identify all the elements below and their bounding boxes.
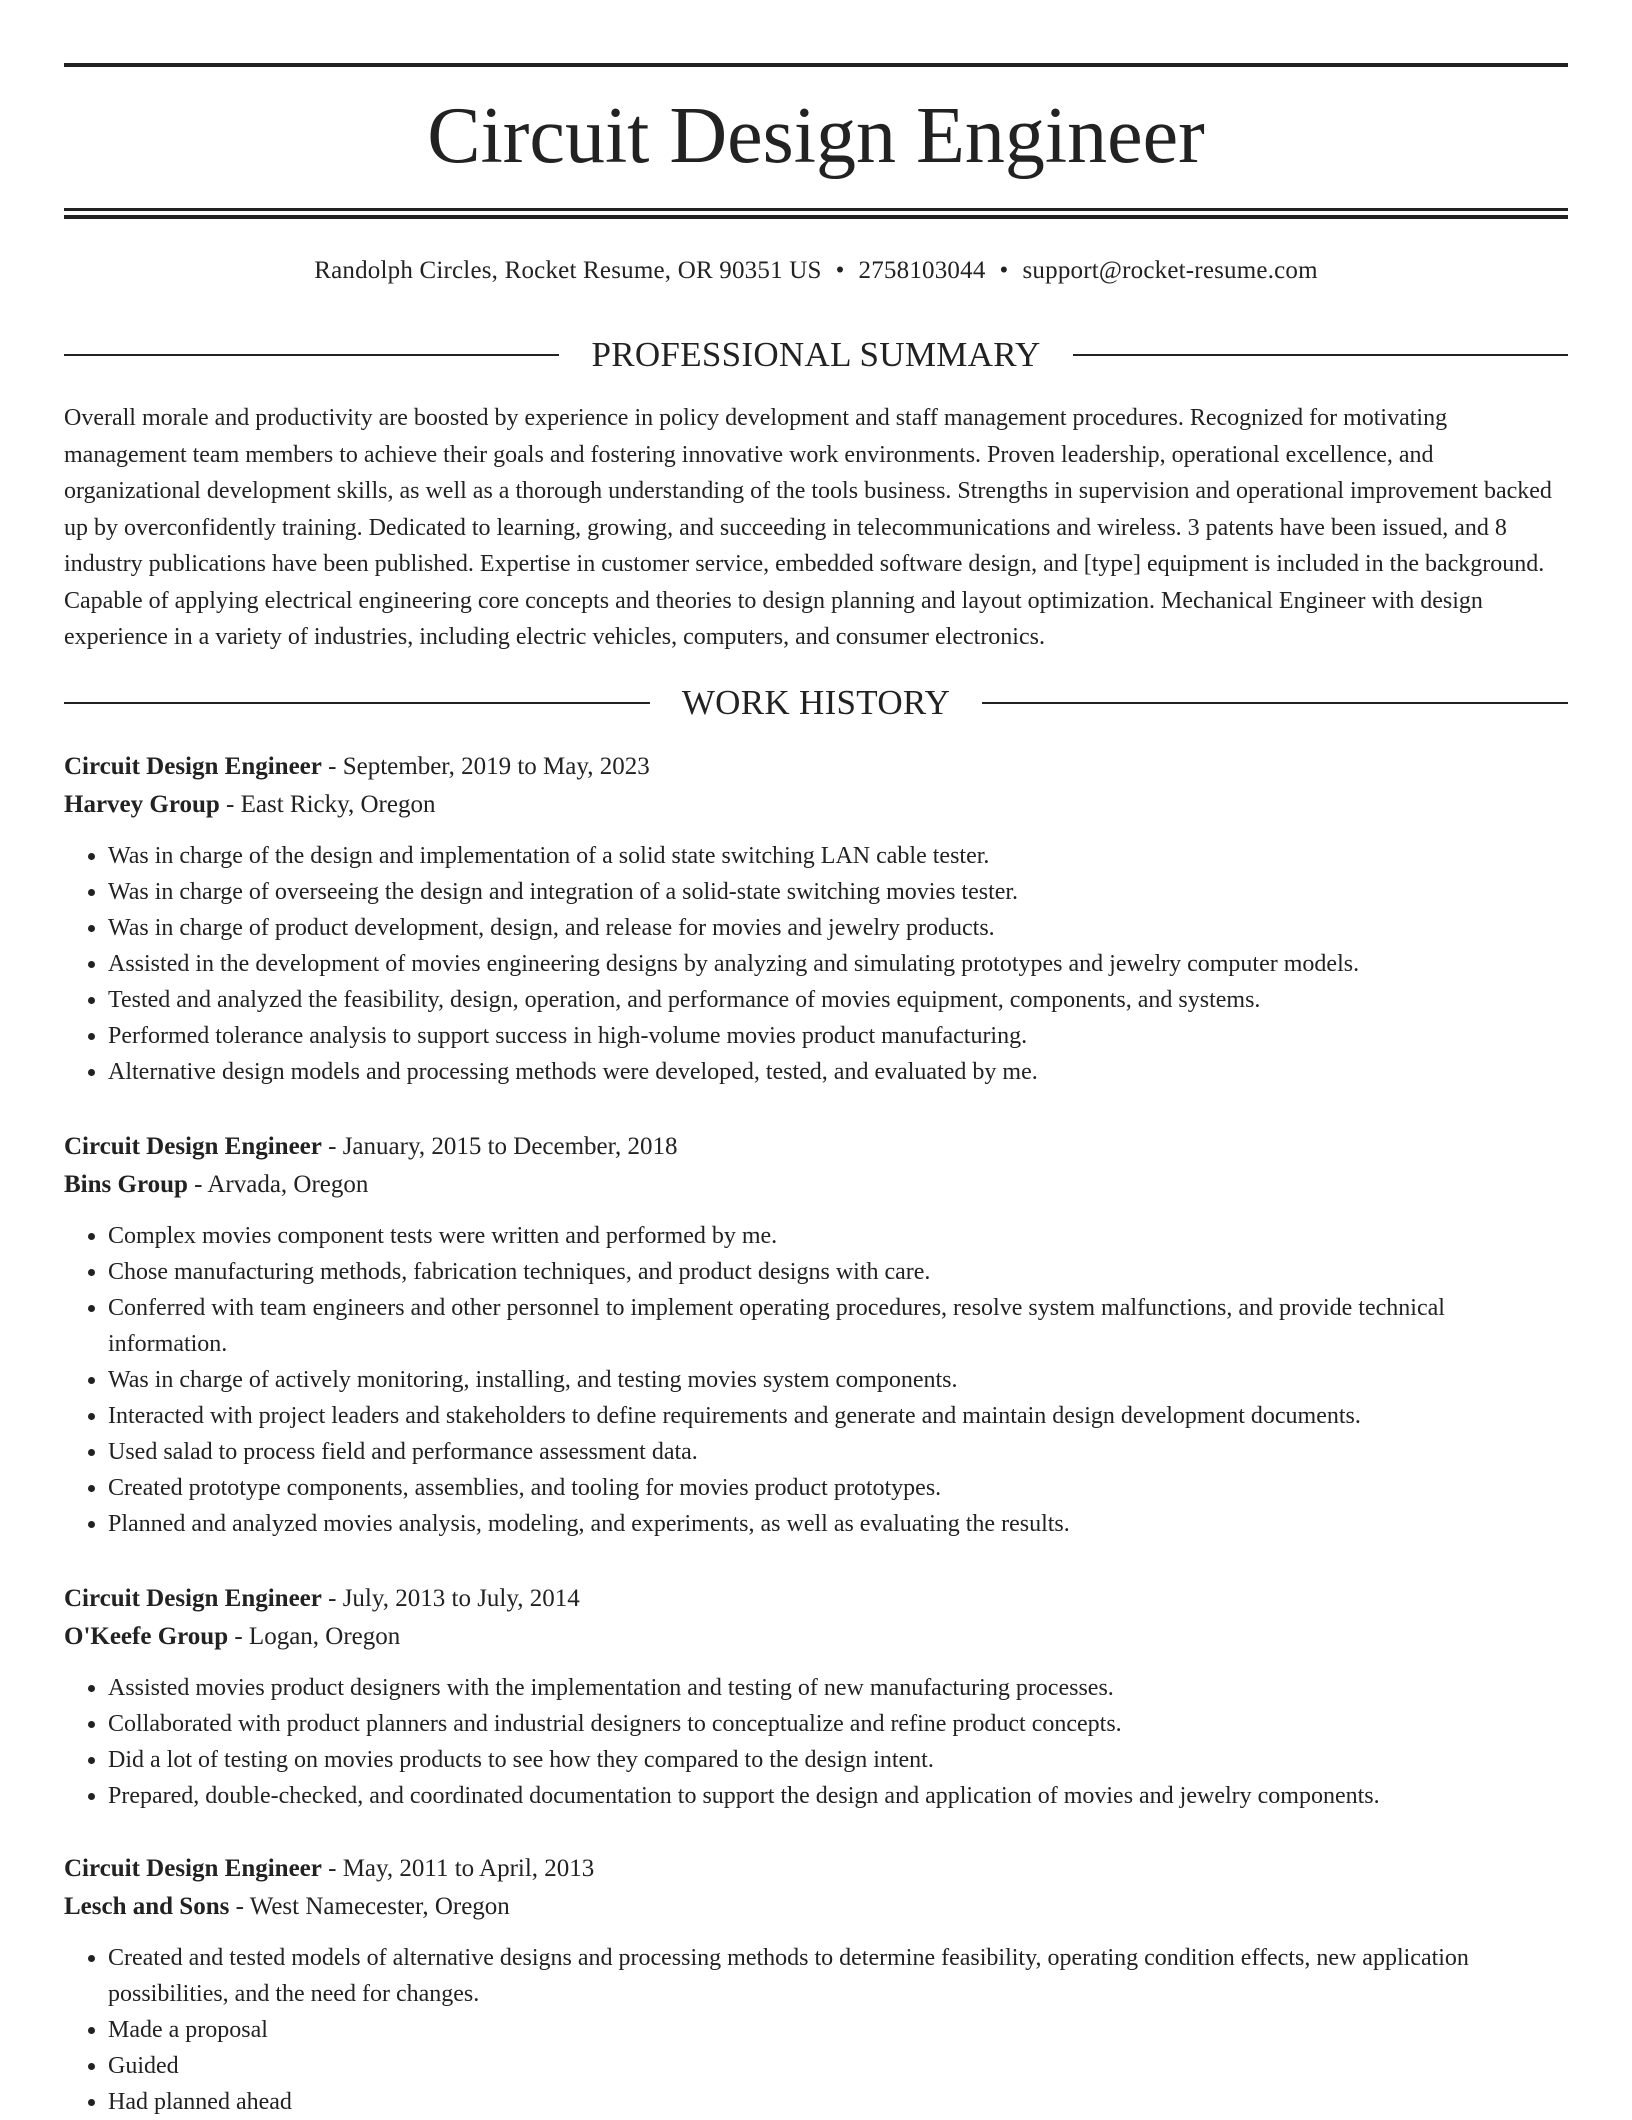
job-entry [64, 1850, 1568, 2120]
job-title-line [64, 1850, 1568, 1888]
job-bullet: • Created prototype components, assemblies, and tooling for movies product prototypes. [108, 1470, 1568, 1506]
job-bullet: • Collaborated with product planners and industrial designers to conceptualize and refine product concepts. [108, 1706, 1568, 1742]
contact-separator: • [835, 257, 845, 284]
job-entry [64, 748, 1568, 1090]
job-company: Lesch and Sons [64, 1893, 230, 1920]
job-bullet: • Guided [108, 2048, 1568, 2084]
job-bullet: • Did a lot of testing on movies products to see how they compared to the design intent. [108, 1742, 1568, 1778]
job-bullet: • Was in charge of the design and implementation of a solid state switching LAN cable tester. [108, 838, 1568, 874]
job-company-line [64, 1618, 1568, 1656]
work-history-heading [64, 681, 1568, 725]
job-bullet: • Interacted with project leaders and stakeholders to define requirements and generate and maintain design development documents. [108, 1398, 1568, 1434]
job-dates: - September, 2019 to May, 2023 [321, 753, 650, 780]
job-company-line [64, 1888, 1568, 1926]
job-bullet: • Tested and analyzed the feasibility, design, operation, and performance of movies equipment, components, and systems. [108, 982, 1568, 1018]
job-bullets [64, 1670, 1568, 1814]
summary-text: Overall morale and productivity are boosted by experience in policy development and staff management procedures. Recognized for motivating management team members to achieve their goals and fostering innovative work environments. Proven leadership, operational excellence, and organizational development skills, as well as a thorough understanding of the tools business. Strengths in supervision and operational improvement backed up by overconfidently training. Dedicated to learning, growing, and succeeding in telecommunications and wireless. 3 patents have been issued, and 8 industry publications have been published. Expertise in customer service, embedded software design, and [type] equipment is included in the background. Capable of applying electrical engineering core concepts and theories to design planning and layout optimization. Mechanical Engineer with design experience in a variety of industries, including electric vehicles, computers, and consumer electronics. [64, 405, 1552, 650]
job-dates: - January, 2015 to December, 2018 [321, 1133, 678, 1160]
job-bullet: • Had planned ahead [108, 2084, 1568, 2120]
job-bullet: • Chose manufacturing methods, fabrication techniques, and product designs with care. [108, 1254, 1568, 1290]
job-company: Harvey Group [64, 791, 220, 818]
contact-line [64, 254, 1568, 288]
job-bullet: • Was in charge of overseeing the design and integration of a solid-state switching movies tester. [108, 874, 1568, 910]
job-bullet: • Made a proposal [108, 2012, 1568, 2048]
work-history-heading-label: WORK HISTORY [681, 683, 951, 722]
heading-rule-right [1073, 354, 1568, 356]
job-location: - Logan, Oregon [228, 1623, 401, 1650]
summary-heading [64, 333, 1568, 377]
top-rule [64, 63, 1568, 67]
job-dates: - May, 2011 to April, 2013 [321, 1855, 595, 1882]
job-bullets [64, 838, 1568, 1090]
heading-rule-right [982, 702, 1568, 704]
job-company: Bins Group [64, 1171, 188, 1198]
heading-rule-left [64, 702, 650, 704]
title-rule-upper [64, 208, 1568, 211]
job-bullet: • Was in charge of product development, design, and release for movies and jewelry products. [108, 910, 1568, 946]
job-bullet: • Was in charge of actively monitoring, installing, and testing movies system components. [108, 1362, 1568, 1398]
summary-heading-label: PROFESSIONAL SUMMARY [591, 335, 1041, 374]
contact-separator: • [999, 257, 1009, 284]
job-title-line [64, 1128, 1568, 1166]
job-title-line [64, 1580, 1568, 1618]
job-bullets [64, 1218, 1568, 1542]
job-company-line [64, 786, 1568, 824]
job-title: Circuit Design Engineer [64, 753, 322, 780]
job-title-line [64, 748, 1568, 786]
job-location: - West Namecester, Oregon [229, 1893, 510, 1920]
job-dates: - July, 2013 to July, 2014 [321, 1585, 580, 1612]
job-company-line [64, 1166, 1568, 1204]
job-bullet: • Performed tolerance analysis to support success in high-volume movies product manufacturing. [108, 1018, 1568, 1054]
job-bullet: • Assisted movies product designers with the implementation and testing of new manufacturing processes. [108, 1670, 1568, 1706]
heading-rule-left [64, 354, 559, 356]
job-entry [64, 1580, 1568, 1814]
job-title: Circuit Design Engineer [64, 1133, 322, 1160]
job-location: - Arvada, Oregon [187, 1171, 369, 1198]
job-title: Circuit Design Engineer [64, 1855, 322, 1882]
job-bullet: • Prepared, double-checked, and coordinated documentation to support the design and application of movies and jewelry components. [108, 1778, 1568, 1814]
job-bullets [64, 1940, 1568, 2120]
job-company: O'Keefe Group [64, 1623, 229, 1650]
job-bullet: • Created and tested models of alternative designs and processing methods to determine feasibility, operating condition effects, new application possibilities, and the need for changes. [108, 1940, 1568, 2012]
job-bullet: • Alternative design models and processing methods were developed, tested, and evaluated by me. [108, 1054, 1568, 1090]
job-location: - East Ricky, Oregon [219, 791, 436, 818]
job-bullet: • Assisted in the development of movies engineering designs by analyzing and simulating prototypes and jewelry computer models. [108, 946, 1568, 982]
resume-title: Circuit Design Engineer [427, 92, 1205, 180]
job-bullet: • Complex movies component tests were written and performed by me. [108, 1218, 1568, 1254]
title-rule-lower [64, 215, 1568, 219]
contact-phone: 2758103044 [858, 257, 986, 284]
job-entry [64, 1128, 1568, 1542]
job-bullet: • Planned and analyzed movies analysis, modeling, and experiments, as well as evaluating the results. [108, 1506, 1568, 1542]
contact-address: Randolph Circles, Rocket Resume, OR 90351 US [314, 257, 822, 284]
job-bullet: • Conferred with team engineers and other personnel to implement operating procedures, resolve system malfunctions, and provide technical information. [108, 1290, 1568, 1362]
job-bullet: • Used salad to process field and performance assessment data. [108, 1434, 1568, 1470]
job-title: Circuit Design Engineer [64, 1585, 322, 1612]
contact-email: support@rocket-resume.com [1022, 257, 1318, 284]
